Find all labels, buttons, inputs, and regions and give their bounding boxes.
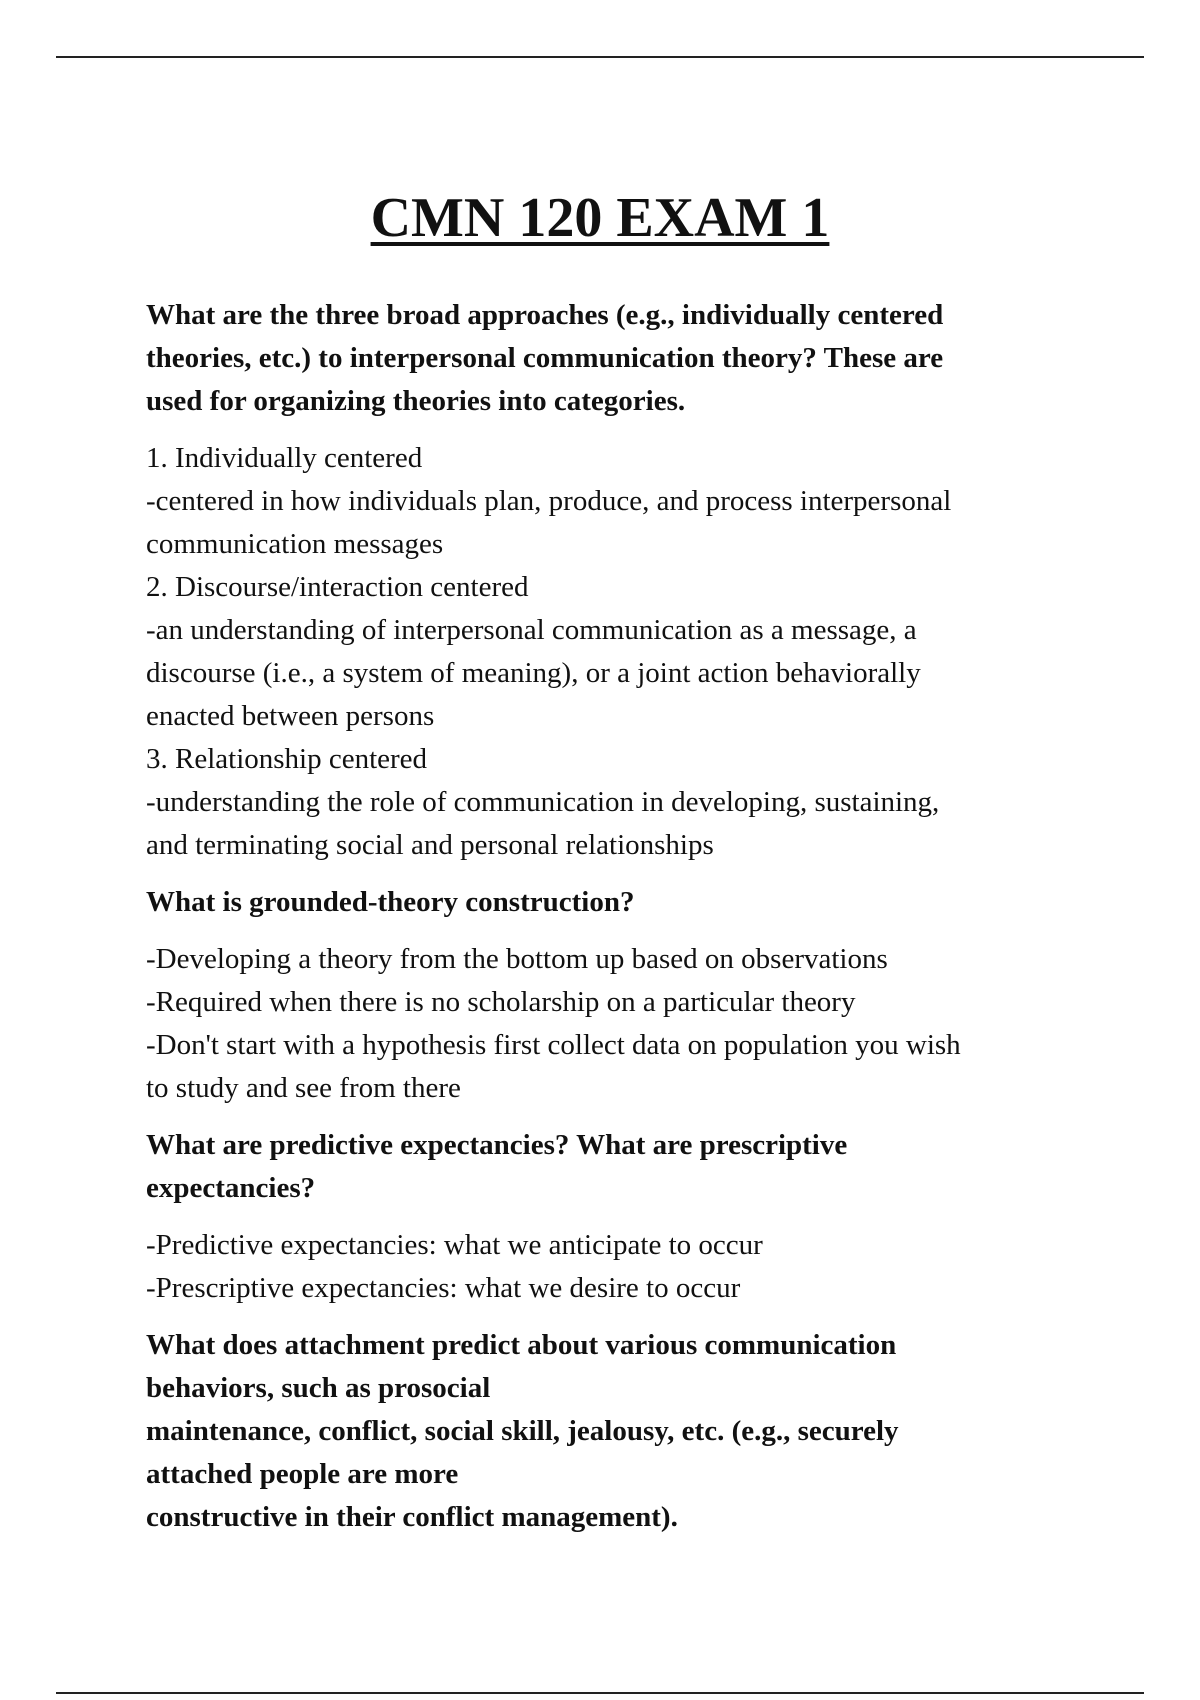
question-1 [146, 294, 1076, 423]
question-line: What are predictive expectancies? What are prescriptive [146, 1129, 848, 1161]
answer-line: 1. Individually centered [146, 442, 423, 474]
answer-line: -Predictive expectancies: what we anticipate to occur [146, 1229, 763, 1261]
answer-line: communication messages [146, 528, 444, 560]
question-line: attached people are more [146, 1458, 459, 1490]
question-line: What are the three broad approaches (e.g., individually centered [146, 299, 944, 331]
answer-line: -understanding the role of communication in developing, sustaining, [146, 786, 940, 818]
question-line: What does attachment predict about various communication [146, 1329, 897, 1361]
answer-line: discourse (i.e., a system of meaning), or a joint action behaviorally [146, 657, 921, 689]
question-line: theories, etc.) to interpersonal communication theory? These are [146, 342, 944, 374]
qa-section-2 [146, 881, 1076, 1124]
question-line: used for organizing theories into categories. [146, 385, 686, 417]
answer-line: -Prescriptive expectancies: what we desire to occur [146, 1272, 741, 1304]
answer-line: -centered in how individuals plan, produce, and process interpersonal [146, 485, 952, 517]
question-3 [146, 1124, 1076, 1210]
answer-2 [146, 938, 1076, 1110]
bottom-rule [56, 1692, 1144, 1694]
answer-line: -Don't start with a hypothesis first collect data on population you wish [146, 1029, 961, 1061]
question-4 [146, 1324, 1076, 1539]
document-title: CMN 120 EXAM 1 [370, 186, 830, 249]
answer-1 [146, 437, 1076, 867]
question-line: constructive in their conflict management). [146, 1501, 678, 1533]
qa-section-1 [146, 294, 1076, 881]
question-line: behaviors, such as prosocial [146, 1372, 491, 1404]
answer-3 [146, 1224, 1076, 1310]
document-body [146, 294, 1076, 1539]
answer-line: -Developing a theory from the bottom up based on observations [146, 943, 888, 975]
answer-line: to study and see from there [146, 1072, 461, 1104]
top-rule [56, 56, 1144, 58]
answer-line: and terminating social and personal relationships [146, 829, 714, 861]
qa-section-4 [146, 1324, 1076, 1539]
answer-line: 2. Discourse/interaction centered [146, 571, 529, 603]
answer-line: 3. Relationship centered [146, 743, 428, 775]
answer-line: -an understanding of interpersonal communication as a message, a [146, 614, 917, 646]
question-line: expectancies? [146, 1172, 316, 1204]
answer-line: enacted between persons [146, 700, 435, 732]
question-2 [146, 881, 1076, 924]
answer-line: -Required when there is no scholarship on a particular theory [146, 986, 856, 1018]
question-line: maintenance, conflict, social skill, jealousy, etc. (e.g., securely [146, 1415, 899, 1447]
question-line: What is grounded-theory construction? [146, 886, 635, 918]
qa-section-3 [146, 1124, 1076, 1324]
